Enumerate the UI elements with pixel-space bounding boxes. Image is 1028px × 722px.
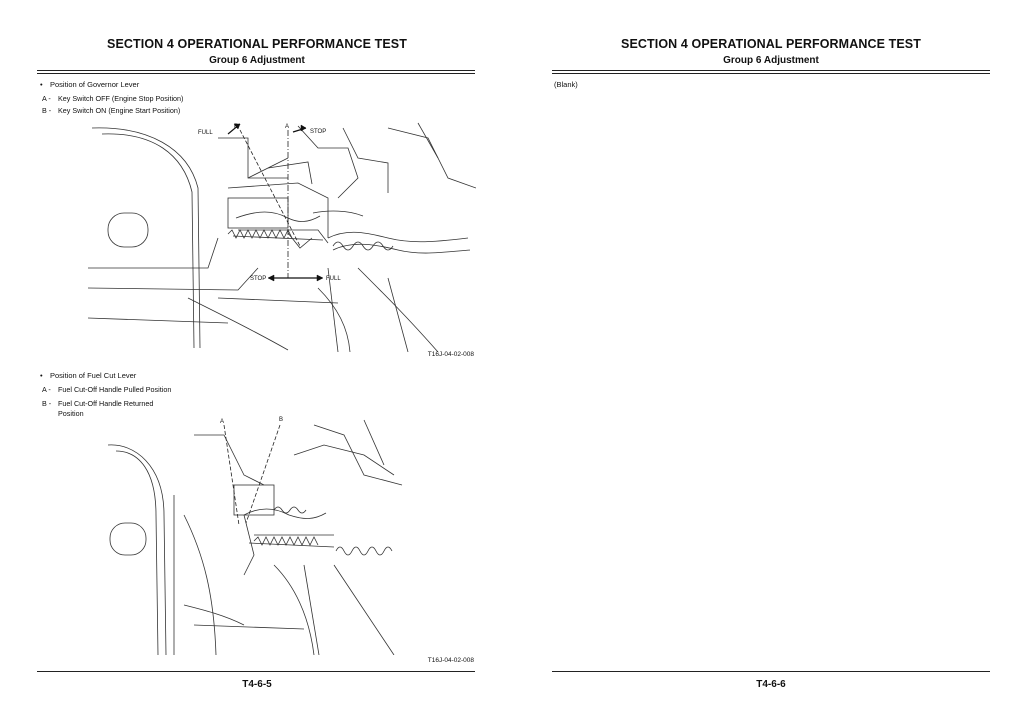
- governor-heading: • Position of Governor Lever: [40, 80, 140, 89]
- footer-rule: [37, 671, 475, 672]
- full-label: FULL: [198, 130, 213, 136]
- right-page: [514, 0, 1028, 722]
- b-label: B: [234, 124, 239, 130]
- section-title: SECTION 4 OPERATIONAL PERFORMANCE TEST: [107, 37, 407, 51]
- page-number: T4-6-6: [756, 679, 786, 690]
- a-label: A: [220, 419, 225, 425]
- full-label: FULL: [326, 276, 341, 282]
- list-item: A - Fuel Cut-Off Handle Pulled Position: [42, 385, 172, 394]
- figure-code: T16J-04-02-008: [427, 351, 474, 358]
- fuel-cut-heading: • Position of Fuel Cut Lever: [40, 371, 137, 380]
- footer-rule: [552, 671, 990, 672]
- list-item: A - Key Switch OFF (Engine Stop Position): [42, 94, 184, 103]
- blank-note: (Blank): [554, 80, 578, 89]
- header-rule: [37, 70, 475, 71]
- group-title: Group 6 Adjustment: [723, 55, 819, 66]
- figure-code: T16J-04-02-008: [427, 657, 474, 664]
- stop-label: STOP: [310, 129, 327, 135]
- group-title: Group 6 Adjustment: [209, 55, 305, 66]
- bullet-icon: •: [40, 80, 43, 89]
- bullet-icon: •: [40, 371, 43, 380]
- section-title: SECTION 4 OPERATIONAL PERFORMANCE TEST: [621, 37, 921, 51]
- fuel-cut-lever-figure: [104, 415, 404, 655]
- header-rule-secondary: [37, 73, 475, 74]
- header-rule-secondary: [552, 73, 990, 74]
- b-label: B: [279, 417, 284, 423]
- header-rule: [552, 70, 990, 71]
- list-item: B - Key Switch ON (Engine Start Position): [42, 106, 181, 115]
- list-item: B - Fuel Cut-Off Handle Returned Position: [42, 399, 154, 418]
- page-number: T4-6-5: [242, 679, 272, 690]
- stop-label: STOP: [250, 276, 267, 282]
- governor-lever-figure: [88, 118, 476, 352]
- a-label: A: [285, 124, 290, 130]
